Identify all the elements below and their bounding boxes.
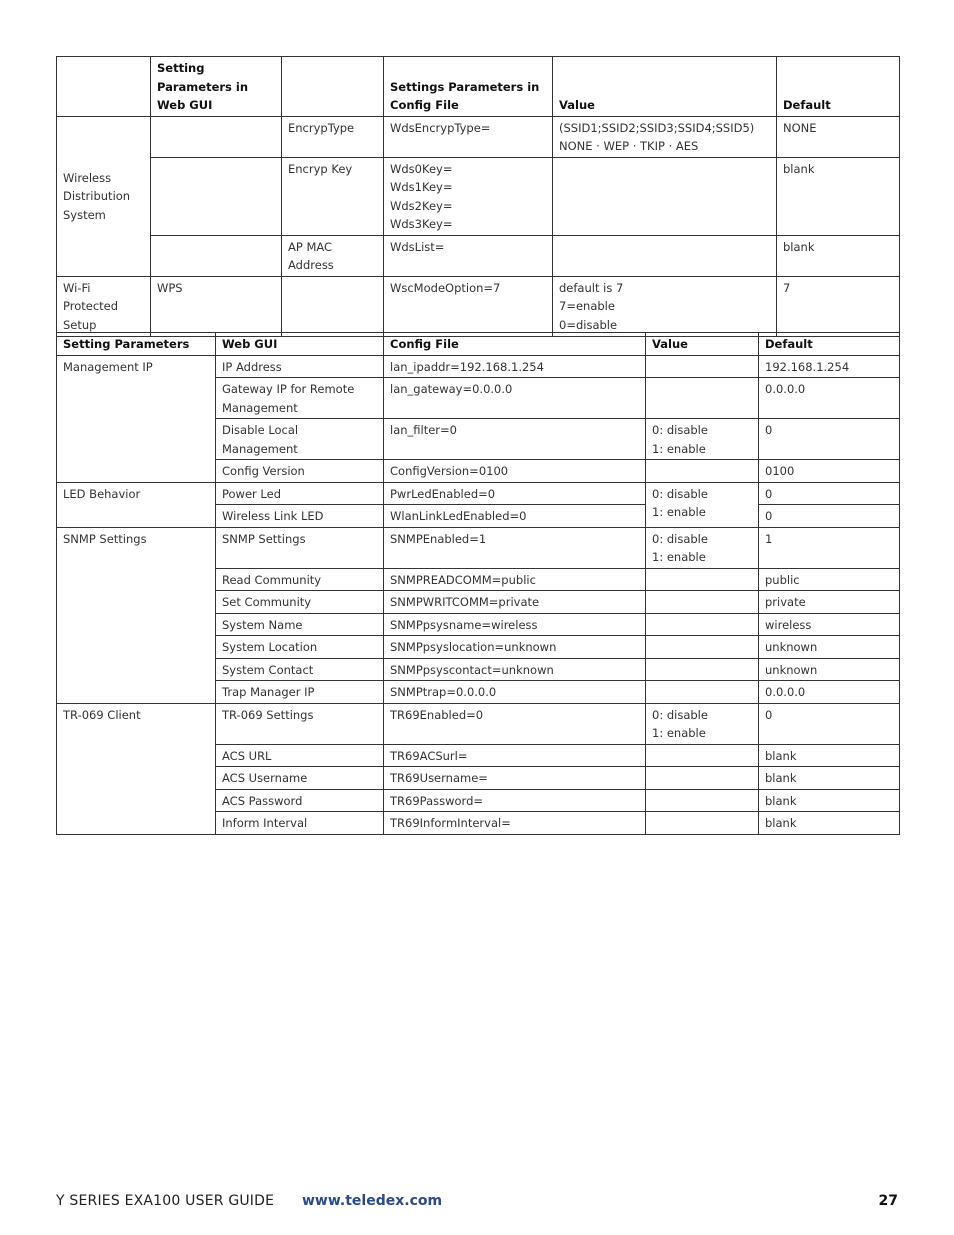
table-cell: ACS Username: [216, 767, 384, 790]
table-cell: TR69Enabled=0: [384, 703, 646, 744]
table-cell: SNMPREADCOMM=public: [384, 568, 646, 591]
table-row: [57, 235, 900, 276]
group-label: Wireless Distribution System: [57, 116, 151, 276]
table-cell: unknown: [759, 658, 900, 681]
wds-wps-table: [56, 56, 900, 337]
table-cell: AP MAC Address: [282, 235, 384, 276]
table-row: [57, 355, 900, 378]
table-header-row: [57, 333, 900, 356]
table-cell: SNMPpsyslocation=unknown: [384, 636, 646, 659]
table-cell: TR69Password=: [384, 789, 646, 812]
table-cell: [646, 636, 759, 659]
table-cell: System Name: [216, 613, 384, 636]
group-label: Wi-Fi Protected Setup: [57, 276, 151, 336]
table-cell: [151, 157, 282, 235]
table-cell: SNMP Settings: [216, 527, 384, 568]
table-cell: Encryp Key: [282, 157, 384, 235]
table-cell: SNMPpsyscontact=unknown: [384, 658, 646, 681]
table-cell: blank: [759, 812, 900, 835]
table-cell: public: [759, 568, 900, 591]
table-cell: [646, 591, 759, 614]
table-cell: 0: disable 1: enable: [646, 703, 759, 744]
table-cell: 0.0.0.0: [759, 378, 900, 419]
table-cell: default is 7 7=enable 0=disable: [553, 276, 777, 336]
table-cell: Wds0Key= Wds1Key= Wds2Key= Wds3Key=: [384, 157, 553, 235]
table-cell: 0: disable 1: enable: [646, 482, 759, 527]
table-cell: WscModeOption=7: [384, 276, 553, 336]
table-cell: Inform Interval: [216, 812, 384, 835]
table-cell: [646, 568, 759, 591]
table-header-row: [57, 57, 900, 117]
table-cell: IP Address: [216, 355, 384, 378]
group-label: LED Behavior: [57, 482, 216, 527]
table-cell: SNMPWRITCOMM=private: [384, 591, 646, 614]
table-cell: PwrLedEnabled=0: [384, 482, 646, 505]
table-cell: 0.0.0.0: [759, 681, 900, 704]
table-row: [57, 703, 900, 744]
website-link[interactable]: www.teledex.com: [302, 1193, 443, 1209]
column-header: Default: [777, 57, 900, 117]
column-header: [282, 57, 384, 117]
table-cell: SNMPEnabled=1: [384, 527, 646, 568]
table-cell: blank: [759, 789, 900, 812]
table-cell: ConfigVersion=0100: [384, 460, 646, 483]
table-cell: blank: [759, 767, 900, 790]
table-cell: 0100: [759, 460, 900, 483]
page-number: 27: [878, 1193, 898, 1209]
group-label: SNMP Settings: [57, 527, 216, 703]
column-header: Settings Parameters in Config File: [384, 57, 553, 117]
table-cell: blank: [759, 744, 900, 767]
table-cell: Disable Local Management: [216, 419, 384, 460]
table-cell: Gateway IP for Remote Management: [216, 378, 384, 419]
column-header: Web GUI: [216, 333, 384, 356]
table-cell: [646, 789, 759, 812]
table-cell: 0: [759, 419, 900, 460]
table-cell: 0: disable 1: enable: [646, 527, 759, 568]
table-cell: SNMPpsysname=wireless: [384, 613, 646, 636]
table-cell: Trap Manager IP: [216, 681, 384, 704]
column-header: Value: [553, 57, 777, 117]
table-cell: System Location: [216, 636, 384, 659]
table-cell: Wireless Link LED: [216, 505, 384, 528]
table-cell: WlanLinkLedEnabled=0: [384, 505, 646, 528]
table-cell: System Contact: [216, 658, 384, 681]
table-row: [57, 276, 900, 336]
table-cell: unknown: [759, 636, 900, 659]
table-cell: EncrypType: [282, 116, 384, 157]
column-header: Setting Parameters in Web GUI: [151, 57, 282, 117]
table-cell: 0: disable 1: enable: [646, 419, 759, 460]
table-cell: TR69InformInterval=: [384, 812, 646, 835]
table-cell: WdsList=: [384, 235, 553, 276]
table-cell: 192.168.1.254: [759, 355, 900, 378]
column-header: Setting Parameters: [57, 333, 216, 356]
table-cell: [646, 613, 759, 636]
table-cell: Read Community: [216, 568, 384, 591]
table-cell: [646, 681, 759, 704]
table-cell: Set Community: [216, 591, 384, 614]
table-cell: [151, 235, 282, 276]
table-cell: wireless: [759, 613, 900, 636]
table-cell: SNMPtrap=0.0.0.0: [384, 681, 646, 704]
table-cell: TR69ACSurl=: [384, 744, 646, 767]
table-row: [57, 116, 900, 157]
table-cell: [646, 658, 759, 681]
table-row: [57, 157, 900, 235]
table-cell: [646, 812, 759, 835]
column-header: [57, 57, 151, 117]
table-cell: (SSID1;SSID2;SSID3;SSID4;SSID5) NONE · WEP · TKIP · AES: [553, 116, 777, 157]
group-label: TR-069 Client: [57, 703, 216, 834]
table-cell: 0: [759, 482, 900, 505]
table-cell: [553, 235, 777, 276]
table-cell: 7: [777, 276, 900, 336]
table-cell: TR-069 Settings: [216, 703, 384, 744]
table-cell: [646, 355, 759, 378]
table-cell: lan_ipaddr=192.168.1.254: [384, 355, 646, 378]
table-cell: [282, 276, 384, 336]
table-cell: 1: [759, 527, 900, 568]
table-cell: 0: [759, 505, 900, 528]
table-cell: NONE: [777, 116, 900, 157]
table-cell: lan_gateway=0.0.0.0: [384, 378, 646, 419]
table-cell: [646, 767, 759, 790]
guide-title: Y SERIES EXA100 USER GUIDE: [56, 1193, 275, 1209]
table-cell: Config Version: [216, 460, 384, 483]
table-cell: blank: [777, 235, 900, 276]
table-cell: [646, 460, 759, 483]
table-row: [57, 482, 900, 505]
column-header: Config File: [384, 333, 646, 356]
column-header: Value: [646, 333, 759, 356]
table-cell: private: [759, 591, 900, 614]
table-cell: WdsEncrypType=: [384, 116, 553, 157]
group-label: Management IP: [57, 355, 216, 482]
column-header: Default: [759, 333, 900, 356]
table-cell: 0: [759, 703, 900, 744]
table-cell: Power Led: [216, 482, 384, 505]
settings-table: [56, 332, 900, 835]
table-cell: ACS Password: [216, 789, 384, 812]
table-cell: [151, 116, 282, 157]
table-cell: TR69Username=: [384, 767, 646, 790]
table-cell: [553, 157, 777, 235]
table-cell: ACS URL: [216, 744, 384, 767]
table-row: [57, 527, 900, 568]
table-cell: blank: [777, 157, 900, 235]
table-cell: lan_filter=0: [384, 419, 646, 460]
table-cell: [646, 378, 759, 419]
table-cell: [646, 744, 759, 767]
table-cell: WPS: [151, 276, 282, 336]
